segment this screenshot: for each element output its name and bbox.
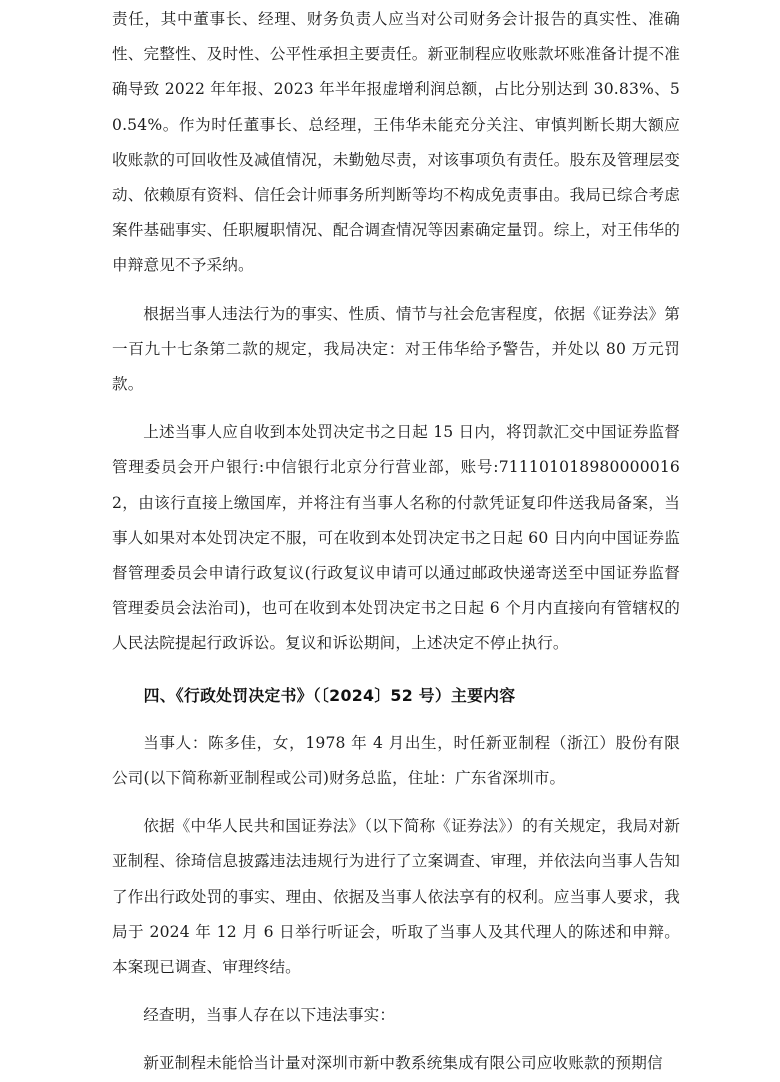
paragraph-violation-detail: 新亚制程未能恰当计量对深圳市新中教系统集成有限公司应收账款的预期信	[143, 1054, 663, 1073]
paragraph-decision-basis: 根据当事人违法行为的事实、性质、情节与社会危害程度，依据《证券法》第一百九十七条第二款的规定，我局决定：对王伟华给予警告，并处以 80 万元罚款。	[112, 304, 680, 394]
paragraph-investigation: 依据《中华人民共和国证券法》（以下简称《证券法》）的有关规定，我局对新亚制程、徐琦信息披露违法违规行为进行了立案调查、审理，并依法向当事人告知了作出行政处罚的事实、理由、依据及当事人依法享有的权利。应当事人要求，我局于 2024 年 12 月 6 日举行听证会，听取了当事人及其代理人的陈述和申辩。本案现已调查、审理终结。	[112, 817, 680, 977]
paragraph-payment-instructions: 上述当事人应自收到本处罚决定书之日起 15 日内，将罚款汇交中国证券监督管理委员会开户银行:中信银行北京分行营业部，账号:7111010189800000162，由该行直接上缴国库，并将注有当事人名称的付款凭证复印件送我局备案，当事人如果对本处罚决定不服，可在收到本处罚决定书之日起 60 日内向中国证券监督管理委员会申请行政复议(行政复议申请可以通过邮政快递寄送至中国证券监督管理委员会法治司)，也可在收到本处罚决定书之日起 6 个月内直接向有管辖权的人民法院提起行政诉讼。复议和诉讼期间，上述决定不停止执行。	[112, 423, 680, 653]
paragraph-facts-intro: 经查明，当事人存在以下违法事实：	[143, 1006, 396, 1025]
section-heading-four: 四、《行政处罚决定书》（〔2024〕52 号）主要内容	[143, 685, 516, 705]
document-body	[112, 0, 680, 1082]
paragraph-party-info: 当事人：陈多佳，女，1978 年 4 月出生，时任新亚制程（浙江）股份有限公司(以下简称新亚制程或公司)财务总监，住址：广东省深圳市。	[112, 733, 680, 788]
paragraph-liability-continued: 责任，其中董事长、经理、财务负责人应当对公司财务会计报告的真实性、准确性、完整性、及时性、公平性承担主要责任。新亚制程应收账款坏账准备计提不准确导致 2022 年年报、2023 年半年报虚增利润总额，占比分别达到 30.83%、50.54%。作为时任董事长、总经理，王伟华未能充分关注、审慎判断长期大额应收账款的可回收性及减值情况，未勤勉尽责，对该事项负有责任。股东及管理层变动、依赖原有资料、信任会计师事务所判断等均不构成免责事由。我局已综合考虑案件基础事实、任职履职情况、配合调查情况等因素确定量罚。综上，对王伟华的申辩意见不予采纳。	[112, 10, 680, 275]
